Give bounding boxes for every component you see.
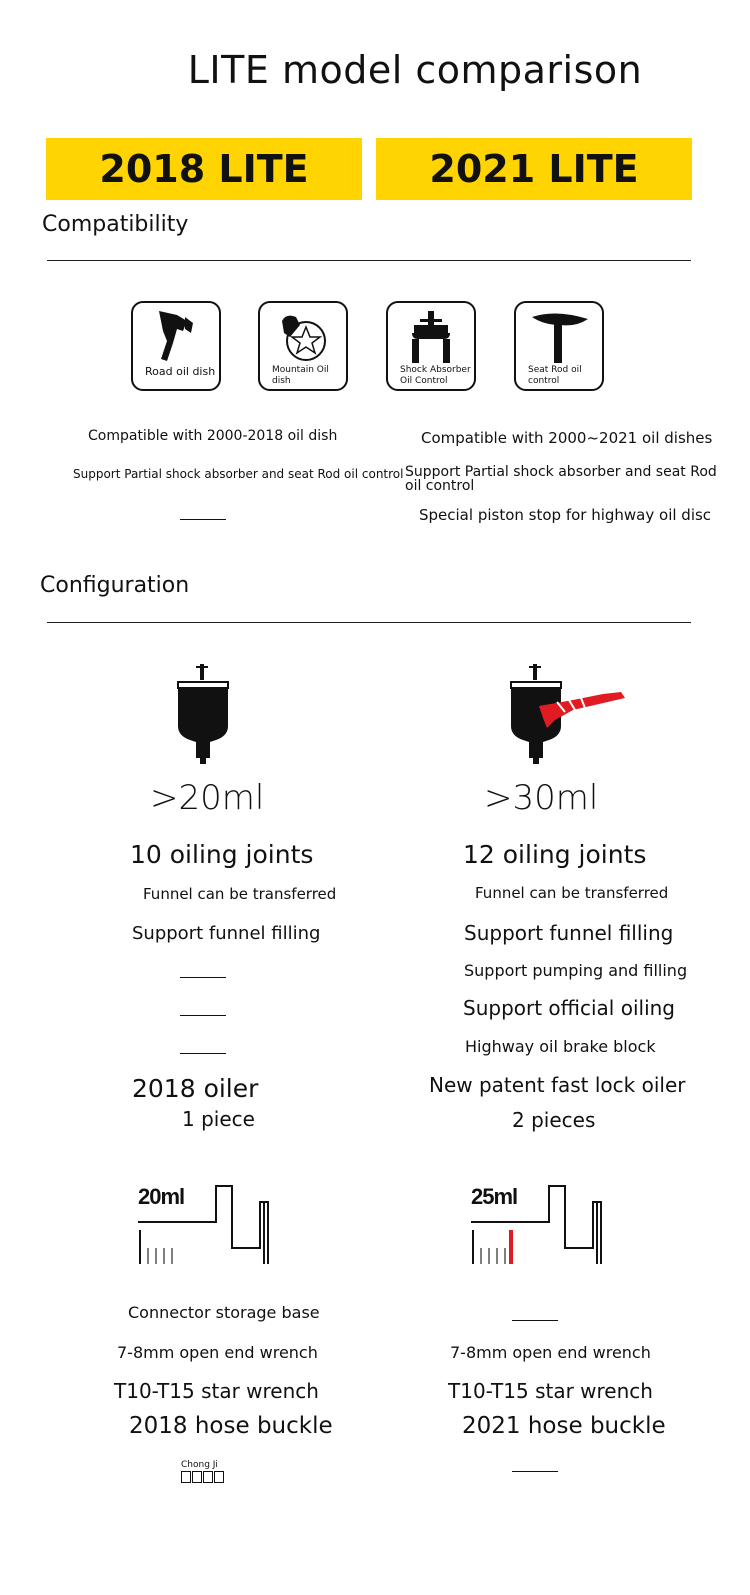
config-left-volume: >20ml <box>150 778 265 818</box>
acc-left-extra <box>181 1460 224 1483</box>
configuration-title: Configuration <box>40 573 190 598</box>
acc-left-extra-text: Chong Ji <box>181 1460 218 1470</box>
icon-label-shock: Shock Absorber Oil Control <box>400 365 471 386</box>
config-left-pumping-dash <box>180 977 226 978</box>
config-left-pieces: 1 piece <box>182 1107 255 1131</box>
acc-right-storage-dash <box>512 1320 558 1321</box>
config-right-funnel: Funnel can be transferred <box>475 884 669 902</box>
header-2018-lite: 2018 LITE <box>46 138 362 200</box>
config-right-filling: Support funnel filling <box>464 921 674 945</box>
seat-rod-card <box>514 301 604 391</box>
compat-left-line1: Compatible with 2000-2018 oil dish <box>88 428 338 444</box>
mountain-oil-dish-card <box>258 301 348 391</box>
compatibility-divider <box>47 260 691 261</box>
compat-right-line1: Compatible with 2000~2021 oil dishes <box>421 429 713 447</box>
road-oil-dish-card <box>131 301 221 391</box>
configuration-divider <box>47 622 691 623</box>
compatibility-title: Compatibility <box>42 212 189 237</box>
config-right-joints: 12 oiling joints <box>463 840 647 869</box>
cup-25ml-icon <box>469 1184 609 1268</box>
shock-absorber-card <box>386 301 476 391</box>
hose-buckle-icon <box>181 1471 224 1483</box>
acc-right-wrench1: 7-8mm open end wrench <box>450 1343 651 1362</box>
acc-left-wrench2: T10-T15 star wrench <box>114 1379 319 1403</box>
page-title: LITE model comparison <box>187 48 643 92</box>
icon-label-mountain: Mountain Oil dish <box>272 365 329 386</box>
config-right-pieces: 2 pieces <box>512 1108 596 1132</box>
icon-label-seat: Seat Rod oil control <box>528 365 582 386</box>
acc-left-storage: Connector storage base <box>128 1303 320 1322</box>
config-right-official: Support official oiling <box>463 996 675 1020</box>
config-left-joints: 10 oiling joints <box>130 840 314 869</box>
cup-20ml-icon <box>136 1184 276 1268</box>
config-right-volume: >30ml <box>484 778 599 818</box>
config-left-funnel: Funnel can be transferred <box>143 885 337 903</box>
cup-25ml-label: 25ml <box>471 1184 518 1209</box>
acc-right-wrench2: T10-T15 star wrench <box>448 1379 653 1403</box>
compat-right-line3: Special piston stop for highway oil disc <box>419 506 712 524</box>
config-right-pumping: Support pumping and filling <box>464 961 688 980</box>
config-right-brake-block: Highway oil brake block <box>465 1037 656 1056</box>
config-right-oiler: New patent fast lock oiler <box>429 1073 686 1097</box>
acc-right-extra-dash <box>512 1471 558 1472</box>
funnel-30ml-icon <box>503 664 633 766</box>
funnel-20ml-icon <box>170 664 234 766</box>
acc-left-buckle: 2018 hose buckle <box>129 1413 333 1439</box>
cup-20ml-label: 20ml <box>138 1184 185 1209</box>
icon-label-road: Road oil dish <box>145 365 216 378</box>
acc-right-buckle: 2021 hose buckle <box>462 1413 666 1439</box>
config-left-filling: Support funnel filling <box>132 923 321 944</box>
acc-left-wrench1: 7-8mm open end wrench <box>117 1343 318 1362</box>
config-left-oiler: 2018 oiler <box>132 1074 259 1103</box>
compat-left-line3-dash <box>180 519 226 520</box>
config-left-brake-dash <box>180 1053 226 1054</box>
config-left-official-dash <box>180 1015 226 1016</box>
header-2021-lite: 2021 LITE <box>376 138 692 200</box>
compat-left-line2: Support Partial shock absorber and seat Rod oil control <box>73 467 404 481</box>
compat-right-line2: Support Partial shock absorber and seat Rod oil control <box>405 464 717 494</box>
